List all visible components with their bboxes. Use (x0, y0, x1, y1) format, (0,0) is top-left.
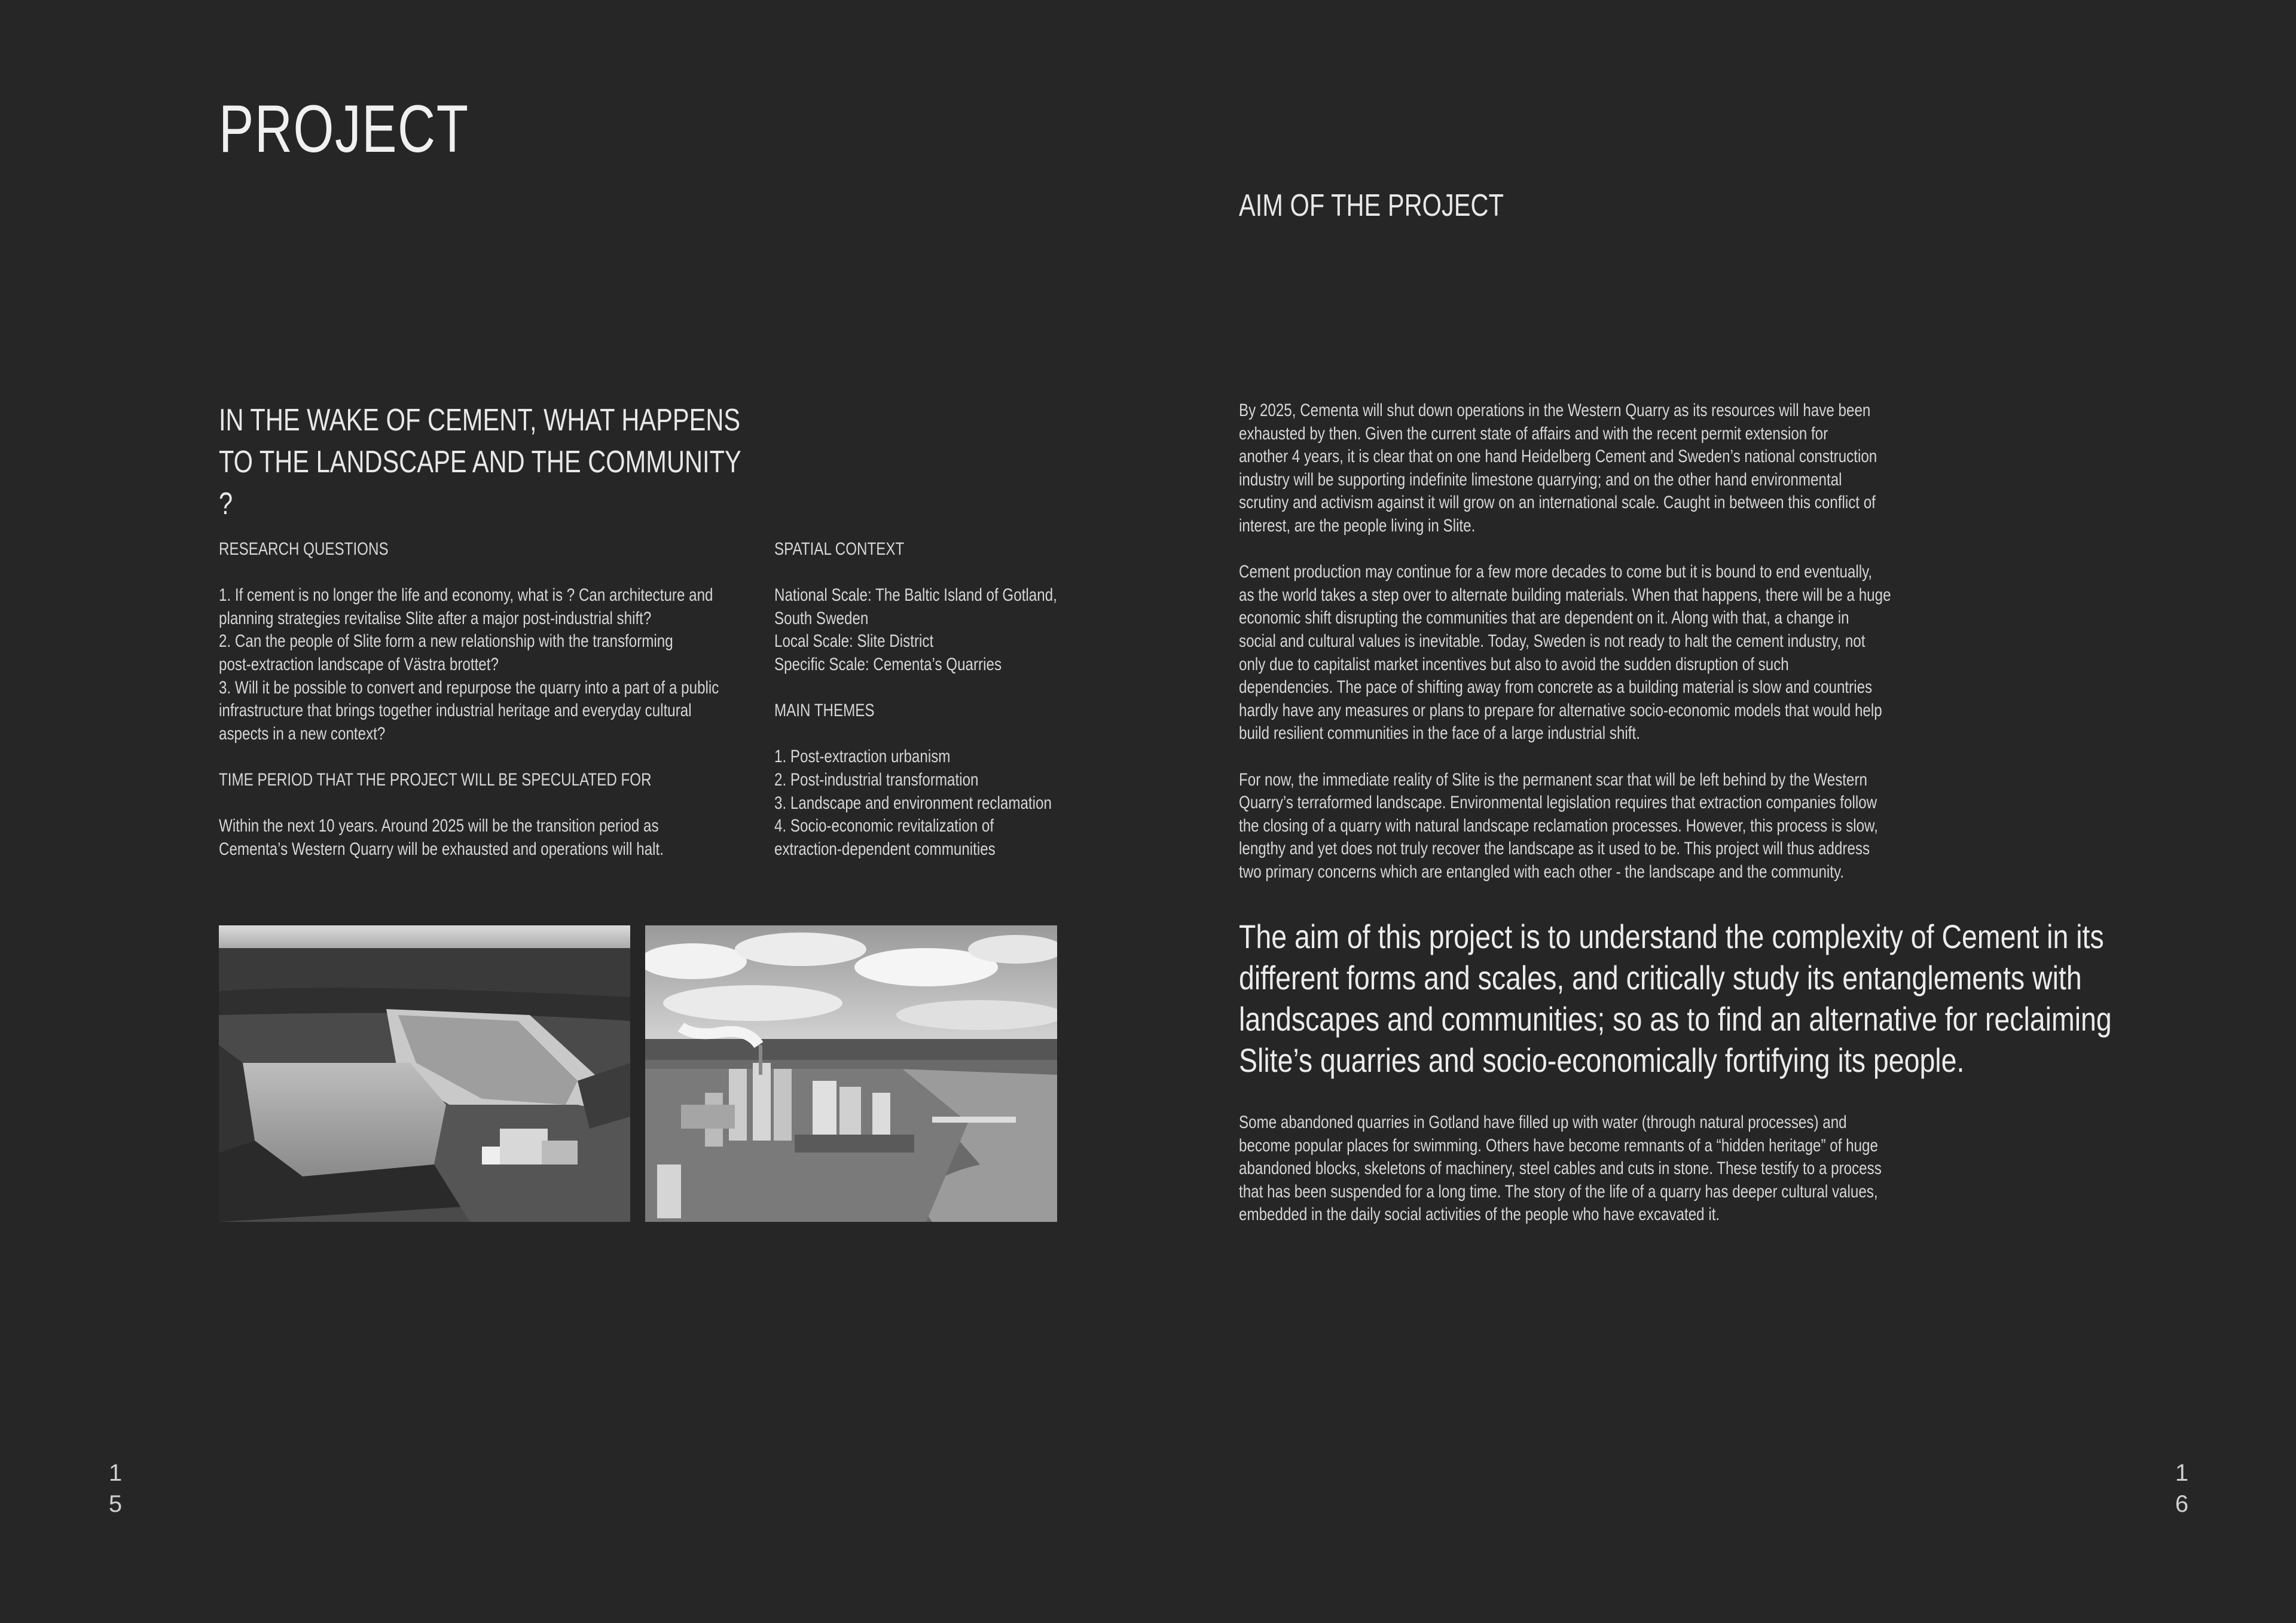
aim-statement-line: landscapes and communities; so as to find an alternative for reclaiming (1239, 1000, 2112, 1038)
aim-statement-line: The aim of this project is to understand the complexity of Cement in its (1239, 918, 2104, 955)
body-line: lengthy and yet does not truly recover the landscape as it used to be. This project will thus address (1239, 839, 1870, 859)
time-period-line: Within the next 10 years. Around 2025 will be the transition period as (219, 816, 659, 836)
spatial-heading: SPATIAL CONTEXT (774, 539, 905, 559)
body-line: that has been suspended for a long time. The story of the life of a quarry has deeper cultural values, (1239, 1181, 1878, 1202)
research-line: planning strategies revitalise Slite after a major post-industrial shift? (219, 608, 652, 628)
page-number-digit: 1 (2175, 1460, 2189, 1486)
page-number-digit: 5 (108, 1491, 123, 1517)
body-line: another 4 years, it is clear that on one hand Heidelberg Cement and Sweden’s national construction (1239, 447, 1877, 467)
page-title: PROJECT (219, 91, 469, 166)
aim-heading: AIM OF THE PROJECT (1239, 188, 1504, 223)
aim-statement-line: different forms and scales, and critically study its entanglements with (1239, 959, 2082, 997)
body-line: as the world takes a step over to alternate building materials. When that happens, there will be a huge (1239, 585, 1891, 605)
body-line: dependencies. The pace of shifting away from concrete as a building material is slow and countries (1239, 677, 1873, 698)
cement-factory-photo (645, 925, 1057, 1222)
body-line: the closing of a quarry with natural landscape reclamation processes. However, this process is slow, (1239, 815, 1878, 836)
research-line: 2. Can the people of Slite form a new relationship with the transforming (219, 631, 673, 652)
body-line: Quarry’s terraformed landscape. Environmental legislation requires that extraction companies follow (1239, 793, 1877, 813)
page-number-left (103, 1457, 127, 1520)
research-line: 1. If cement is no longer the life and economy, what is ? Can architecture and (219, 585, 713, 606)
research-line: infrastructure that brings together industrial heritage and everyday cultural (219, 701, 692, 721)
body-line: Some abandoned quarries in Gotland have filled up with water (through natural processes) and (1239, 1112, 1847, 1132)
page-number-digit: 6 (2175, 1491, 2189, 1517)
aim-statement (1239, 916, 2157, 1081)
body-line: only due to capitalist market incentives but also to avoid the sudden disruption of such (1239, 654, 1789, 674)
research-heading: RESEARCH QUESTIONS (219, 539, 389, 559)
body-line: industry will be supporting indefinite limestone quarrying; and on the other hand environmental (1239, 469, 1842, 490)
body-line: For now, the immediate reality of Slite is the permanent scar that will be left behind by the Western (1239, 769, 1867, 790)
research-line: 3. Will it be possible to convert and repurpose the quarry into a part of a public (219, 677, 719, 698)
research-column (219, 538, 753, 861)
theme-item: 3. Landscape and environment reclamation (774, 793, 1052, 813)
spatial-column (774, 538, 1059, 861)
body-line: scrutiny and activism against it will grow on an international scale. Caught in between this conflict of (1239, 493, 1876, 513)
research-line: aspects in a new context? (219, 723, 386, 744)
aim-body-column (1239, 399, 1896, 884)
quarry-photo (219, 925, 630, 1222)
spatial-line: Specific Scale: Cementa’s Quarries (774, 654, 1002, 674)
body-line: Cement production may continue for a few more decades to come but it is bound to end eventually, (1239, 562, 1873, 582)
body-line: economic shift disrupting the communities that are dependent on it. Along with that, a change in (1239, 608, 1849, 628)
body-line: hardly have any measures or plans to prepare for alternative socio-economic models that would help (1239, 700, 1882, 720)
body-line: become popular places for swimming. Others have become remnants of a “hidden heritage” of huge (1239, 1135, 1878, 1156)
body-line: exhausted by then. Given the current state of affairs and with the recent permit extension for (1239, 423, 1828, 444)
body-line: abandoned blocks, skeletons of machinery, steel cables and cuts in stone. These testify to a process (1239, 1159, 1882, 1179)
theme-item: 4. Socio-economic revitalization of (774, 816, 994, 836)
spatial-line: National Scale: The Baltic Island of Gotland, (774, 585, 1057, 606)
spatial-line: South Sweden (774, 608, 869, 628)
time-period-heading: TIME PERIOD THAT THE PROJECT WILL BE SPECULATED FOR (219, 769, 652, 790)
time-period-line: Cementa’s Western Quarry will be exhausted and operations will halt. (219, 839, 664, 859)
theme-item: 2. Post-industrial transformation (774, 769, 979, 790)
spatial-line: Local Scale: Slite District (774, 631, 934, 652)
body-line: By 2025, Cementa will shut down operations in the Western Quarry as its resources will have been (1239, 401, 1871, 420)
main-question: IN THE WAKE OF CEMENT, WHAT HAPPENS TO THE LANDSCAPE AND THE COMMUNITY ? (219, 403, 741, 521)
theme-item: 1. Post-extraction urbanism (774, 747, 951, 767)
body-line: build resilient communities in the face of a large industrial shift. (1239, 723, 1640, 744)
page-number-digit: 1 (108, 1460, 123, 1486)
body-line: interest, are the people living in Slite. (1239, 515, 1476, 536)
body-line: embedded in the daily social activities of the people who have excavated it. (1239, 1205, 1720, 1225)
themes-heading: MAIN THEMES (774, 701, 875, 721)
theme-item: extraction-dependent communities (774, 839, 996, 859)
page-number-right (2170, 1457, 2194, 1520)
aim-statement-line: Slite’s quarries and socio-economically fortifying its people. (1239, 1041, 1965, 1079)
body-line: two primary concerns which are entangled with each other - the landscape and the community. (1239, 861, 1845, 882)
body-line: social and cultural values is inevitable. Today, Sweden is not ready to halt the cement industry, not (1239, 631, 1866, 651)
quarry-heritage-column (1239, 1111, 1896, 1227)
research-line: post-extraction landscape of Västra brottet? (219, 654, 499, 674)
